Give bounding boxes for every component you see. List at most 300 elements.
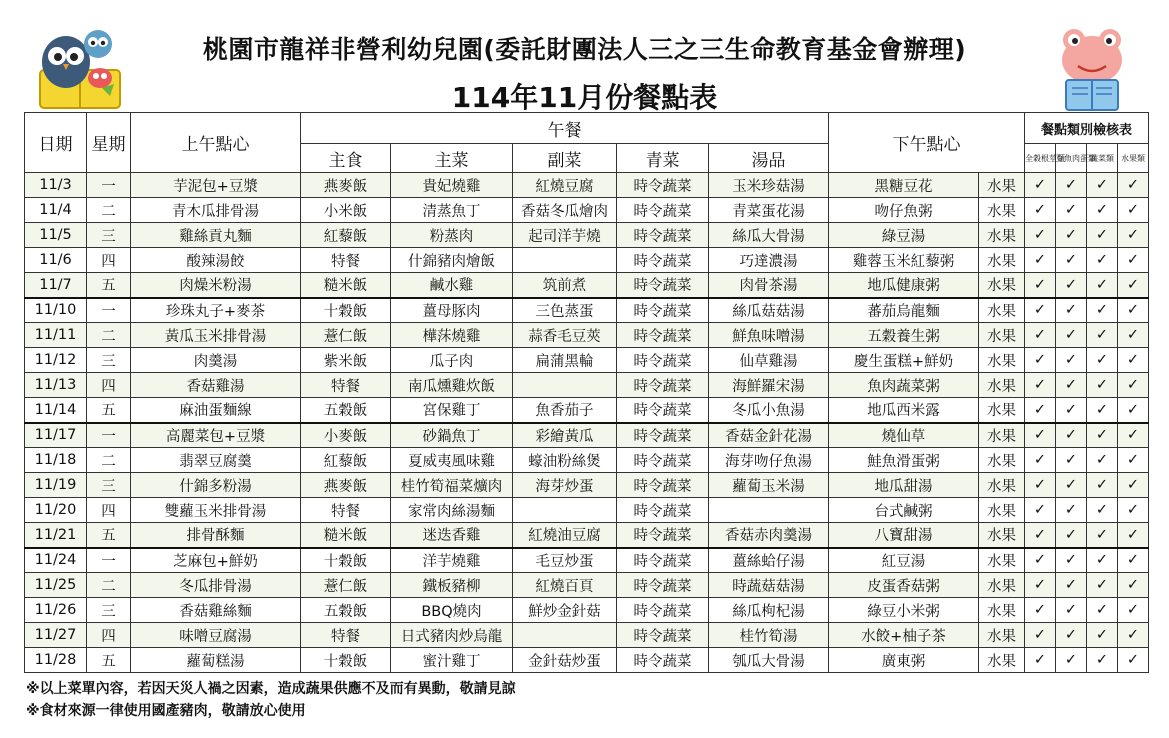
side-dish-cell: 蒜香毛豆莢 <box>513 323 617 348</box>
owl-reading-book-icon <box>30 22 130 114</box>
staple-cell: 特餐 <box>301 623 391 648</box>
staple-cell: 五穀飯 <box>301 398 391 423</box>
staple-cell: 特餐 <box>301 248 391 273</box>
weekday-cell: 五 <box>87 648 131 673</box>
vegetable-cell: 時令蔬菜 <box>617 573 709 598</box>
staple-cell: 糙米飯 <box>301 523 391 548</box>
table-row <box>25 348 1149 373</box>
header-weekday: 星期 <box>87 113 131 173</box>
side-dish-cell: 彩繪黃瓜 <box>513 423 617 448</box>
table-row <box>25 548 1149 573</box>
check-protein-cell: ✓ <box>1056 348 1087 373</box>
check-veg-cell: ✓ <box>1087 323 1118 348</box>
check-grain-cell: ✓ <box>1025 448 1056 473</box>
check-fruit-cell: ✓ <box>1118 523 1149 548</box>
table-row <box>25 323 1149 348</box>
date-cell: 11/24 <box>25 548 87 573</box>
afternoon-snack-cell: 地瓜西米露 <box>829 398 979 423</box>
check-protein-cell: ✓ <box>1056 573 1087 598</box>
morning-snack-cell: 肉燥米粉湯 <box>131 273 301 298</box>
check-grain-cell: ✓ <box>1025 573 1056 598</box>
table-row <box>25 473 1149 498</box>
staple-cell: 特餐 <box>301 373 391 398</box>
fruit-cell: 水果 <box>979 398 1025 423</box>
soup-cell: 巧達濃湯 <box>709 248 829 273</box>
weekday-cell: 一 <box>87 298 131 323</box>
check-fruit-cell: ✓ <box>1118 423 1149 448</box>
check-protein-cell: ✓ <box>1056 548 1087 573</box>
check-protein-cell: ✓ <box>1056 198 1087 223</box>
weekday-cell: 二 <box>87 573 131 598</box>
fruit-cell: 水果 <box>979 498 1025 523</box>
soup-cell: 桂竹筍湯 <box>709 623 829 648</box>
menu-title: 114年11月份餐點表 <box>451 81 718 114</box>
afternoon-snack-cell: 慶生蛋糕+鮮奶 <box>829 348 979 373</box>
check-protein-cell: ✓ <box>1056 473 1087 498</box>
side-dish-cell: 紅燒豆腐 <box>513 173 617 198</box>
check-grain-cell: ✓ <box>1025 373 1056 398</box>
date-cell: 11/5 <box>25 223 87 248</box>
side-dish-cell: 起司洋芋燒 <box>513 223 617 248</box>
afternoon-snack-cell: 蕃茄烏龍麵 <box>829 298 979 323</box>
afternoon-snack-cell: 水餃+柚子茶 <box>829 623 979 648</box>
morning-snack-cell: 香菇雞湯 <box>131 373 301 398</box>
main-dish-cell: 家常肉絲湯麵 <box>391 498 513 523</box>
morning-snack-cell: 高麗菜包+豆漿 <box>131 423 301 448</box>
check-veg-cell: ✓ <box>1087 473 1118 498</box>
main-dish-cell: 宮保雞丁 <box>391 398 513 423</box>
table-row <box>25 173 1149 198</box>
check-veg-cell: ✓ <box>1087 248 1118 273</box>
check-protein-cell: ✓ <box>1056 448 1087 473</box>
menu-table <box>24 112 1149 673</box>
morning-snack-cell: 雙蘿玉米排骨湯 <box>131 498 301 523</box>
check-grain-cell: ✓ <box>1025 248 1056 273</box>
check-protein-cell: ✓ <box>1056 298 1087 323</box>
side-dish-cell: 鮮炒金針菇 <box>513 598 617 623</box>
table-row <box>25 423 1149 448</box>
check-grain-cell: ✓ <box>1025 423 1056 448</box>
check-veg-cell: ✓ <box>1087 348 1118 373</box>
check-veg-cell: ✓ <box>1087 648 1118 673</box>
staple-cell: 薏仁飯 <box>301 323 391 348</box>
check-veg-cell: ✓ <box>1087 623 1118 648</box>
weekday-cell: 五 <box>87 273 131 298</box>
date-cell: 11/25 <box>25 573 87 598</box>
weekday-cell: 四 <box>87 373 131 398</box>
fruit-cell: 水果 <box>979 423 1025 448</box>
header-check-veg: 蔬菜類 <box>1087 144 1118 173</box>
date-cell: 11/28 <box>25 648 87 673</box>
main-dish-cell: 粉蒸肉 <box>391 223 513 248</box>
date-cell: 11/18 <box>25 448 87 473</box>
afternoon-snack-cell: 綠豆小米粥 <box>829 598 979 623</box>
fruit-cell: 水果 <box>979 223 1025 248</box>
check-fruit-cell: ✓ <box>1118 323 1149 348</box>
soup-cell: 時蔬菇菇湯 <box>709 573 829 598</box>
check-veg-cell: ✓ <box>1087 573 1118 598</box>
side-dish-cell <box>513 373 617 398</box>
main-dish-cell: 桂竹筍福菜爌肉 <box>391 473 513 498</box>
weekday-cell: 三 <box>87 223 131 248</box>
weekday-cell: 二 <box>87 198 131 223</box>
table-row <box>25 373 1149 398</box>
fruit-cell: 水果 <box>979 648 1025 673</box>
soup-cell <box>709 498 829 523</box>
date-cell: 11/13 <box>25 373 87 398</box>
date-cell: 11/26 <box>25 598 87 623</box>
date-cell: 11/21 <box>25 523 87 548</box>
side-dish-cell: 魚香茄子 <box>513 398 617 423</box>
vegetable-cell: 時令蔬菜 <box>617 473 709 498</box>
table-row <box>25 198 1149 223</box>
soup-cell: 冬瓜小魚湯 <box>709 398 829 423</box>
check-fruit-cell: ✓ <box>1118 648 1149 673</box>
vegetable-cell: 時令蔬菜 <box>617 498 709 523</box>
check-veg-cell: ✓ <box>1087 548 1118 573</box>
main-dish-cell: 洋芋燒雞 <box>391 548 513 573</box>
morning-snack-cell: 香菇雞絲麵 <box>131 598 301 623</box>
staple-cell: 十穀飯 <box>301 298 391 323</box>
side-dish-cell: 金針菇炒蛋 <box>513 648 617 673</box>
staple-cell: 糙米飯 <box>301 273 391 298</box>
table-row <box>25 648 1149 673</box>
vegetable-cell: 時令蔬菜 <box>617 548 709 573</box>
check-grain-cell: ✓ <box>1025 548 1056 573</box>
check-veg-cell: ✓ <box>1087 598 1118 623</box>
check-grain-cell: ✓ <box>1025 598 1056 623</box>
weekday-cell: 二 <box>87 323 131 348</box>
weekday-cell: 四 <box>87 623 131 648</box>
check-grain-cell: ✓ <box>1025 473 1056 498</box>
header-date: 日期 <box>25 113 87 173</box>
school-title: 桃園市龍祥非營利幼兒園(委託財團法人三之三生命教育基金會辦理) <box>202 35 967 64</box>
afternoon-snack-cell: 地瓜健康粥 <box>829 273 979 298</box>
main-dish-cell: 鹹水雞 <box>391 273 513 298</box>
afternoon-snack-cell: 鮭魚滑蛋粥 <box>829 448 979 473</box>
date-cell: 11/11 <box>25 323 87 348</box>
staple-cell: 燕麥飯 <box>301 473 391 498</box>
header-vegetable: 青菜 <box>617 144 709 173</box>
date-cell: 11/17 <box>25 423 87 448</box>
check-protein-cell: ✓ <box>1056 498 1087 523</box>
afternoon-snack-cell: 吻仔魚粥 <box>829 198 979 223</box>
table-row <box>25 523 1149 548</box>
vegetable-cell: 時令蔬菜 <box>617 423 709 448</box>
afternoon-snack-cell: 五穀養生粥 <box>829 323 979 348</box>
table-row <box>25 223 1149 248</box>
staple-cell: 紫米飯 <box>301 348 391 373</box>
vegetable-cell: 時令蔬菜 <box>617 648 709 673</box>
soup-cell: 仙草雞湯 <box>709 348 829 373</box>
soup-cell: 香菇金針花湯 <box>709 423 829 448</box>
main-dish-cell: 南瓜燻雞炊飯 <box>391 373 513 398</box>
afternoon-snack-cell: 雞蓉玉米紅藜粥 <box>829 248 979 273</box>
vegetable-cell: 時令蔬菜 <box>617 523 709 548</box>
check-veg-cell: ✓ <box>1087 223 1118 248</box>
check-protein-cell: ✓ <box>1056 423 1087 448</box>
header-morning-snack: 上午點心 <box>131 113 301 173</box>
vegetable-cell: 時令蔬菜 <box>617 248 709 273</box>
weekday-cell: 四 <box>87 498 131 523</box>
check-protein-cell: ✓ <box>1056 223 1087 248</box>
fruit-cell: 水果 <box>979 248 1025 273</box>
footnote-1: ※以上菜單內容，若因天災人禍之因素，造成蔬果供應不及而有異動，敬請見諒 <box>26 681 516 697</box>
check-veg-cell: ✓ <box>1087 298 1118 323</box>
soup-cell: 玉米珍菇湯 <box>709 173 829 198</box>
soup-cell: 鮮魚味噌湯 <box>709 323 829 348</box>
check-veg-cell: ✓ <box>1087 373 1118 398</box>
afternoon-snack-cell: 黑糖豆花 <box>829 173 979 198</box>
check-fruit-cell: ✓ <box>1118 248 1149 273</box>
weekday-cell: 一 <box>87 548 131 573</box>
weekday-cell: 三 <box>87 598 131 623</box>
soup-cell: 青菜蛋花湯 <box>709 198 829 223</box>
date-cell: 11/27 <box>25 623 87 648</box>
weekday-cell: 三 <box>87 473 131 498</box>
soup-cell: 絲瓜枸杞湯 <box>709 598 829 623</box>
date-cell: 11/12 <box>25 348 87 373</box>
staple-cell: 五穀飯 <box>301 598 391 623</box>
check-fruit-cell: ✓ <box>1118 223 1149 248</box>
soup-cell: 薑絲蛤仔湯 <box>709 548 829 573</box>
main-dish-cell: 什錦豬肉燴飯 <box>391 248 513 273</box>
staple-cell: 紅藜飯 <box>301 223 391 248</box>
check-fruit-cell: ✓ <box>1118 348 1149 373</box>
frog-reading-book-icon <box>1048 22 1136 114</box>
afternoon-snack-cell: 八寶甜湯 <box>829 523 979 548</box>
date-cell: 11/14 <box>25 398 87 423</box>
check-protein-cell: ✓ <box>1056 398 1087 423</box>
main-dish-cell: 夏威夷風味雞 <box>391 448 513 473</box>
check-grain-cell: ✓ <box>1025 348 1056 373</box>
vegetable-cell: 時令蔬菜 <box>617 623 709 648</box>
morning-snack-cell: 青木瓜排骨湯 <box>131 198 301 223</box>
morning-snack-cell: 味噌豆腐湯 <box>131 623 301 648</box>
side-dish-cell <box>513 498 617 523</box>
header-check-fruit: 水果類 <box>1118 144 1149 173</box>
staple-cell: 紅藜飯 <box>301 448 391 473</box>
morning-snack-cell: 肉羹湯 <box>131 348 301 373</box>
soup-cell: 蘿蔔玉米湯 <box>709 473 829 498</box>
check-grain-cell: ✓ <box>1025 198 1056 223</box>
check-veg-cell: ✓ <box>1087 173 1118 198</box>
fruit-cell: 水果 <box>979 623 1025 648</box>
check-fruit-cell: ✓ <box>1118 448 1149 473</box>
side-dish-cell: 香菇冬瓜燴肉 <box>513 198 617 223</box>
check-fruit-cell: ✓ <box>1118 298 1149 323</box>
morning-snack-cell: 排骨酥麵 <box>131 523 301 548</box>
afternoon-snack-cell: 地瓜甜湯 <box>829 473 979 498</box>
soup-cell: 絲瓜大骨湯 <box>709 223 829 248</box>
check-fruit-cell: ✓ <box>1118 473 1149 498</box>
check-fruit-cell: ✓ <box>1118 198 1149 223</box>
check-fruit-cell: ✓ <box>1118 398 1149 423</box>
check-grain-cell: ✓ <box>1025 298 1056 323</box>
table-row <box>25 398 1149 423</box>
main-dish-cell: 貴妃燒雞 <box>391 173 513 198</box>
check-fruit-cell: ✓ <box>1118 498 1149 523</box>
weekday-cell: 一 <box>87 423 131 448</box>
header-checklist: 餐點類別檢核表 <box>1025 113 1149 144</box>
soup-cell: 絲瓜菇菇湯 <box>709 298 829 323</box>
table-row <box>25 248 1149 273</box>
morning-snack-cell: 什錦多粉湯 <box>131 473 301 498</box>
table-row <box>25 298 1149 323</box>
weekday-cell: 二 <box>87 448 131 473</box>
footnote-2: ※食材來源一律使用國產豬肉，敬請放心使用 <box>26 703 306 719</box>
check-grain-cell: ✓ <box>1025 498 1056 523</box>
header-side-dish: 副菜 <box>513 144 617 173</box>
side-dish-cell: 筑前煮 <box>513 273 617 298</box>
check-fruit-cell: ✓ <box>1118 548 1149 573</box>
fruit-cell: 水果 <box>979 523 1025 548</box>
soup-cell: 瓠瓜大骨湯 <box>709 648 829 673</box>
side-dish-cell: 三色蒸蛋 <box>513 298 617 323</box>
main-dish-cell: 砂鍋魚丁 <box>391 423 513 448</box>
main-dish-cell: BBQ燒肉 <box>391 598 513 623</box>
main-dish-cell: 迷迭香雞 <box>391 523 513 548</box>
check-protein-cell: ✓ <box>1056 523 1087 548</box>
check-grain-cell: ✓ <box>1025 398 1056 423</box>
afternoon-snack-cell: 廣東粥 <box>829 648 979 673</box>
afternoon-snack-cell: 綠豆湯 <box>829 223 979 248</box>
check-protein-cell: ✓ <box>1056 273 1087 298</box>
date-cell: 11/7 <box>25 273 87 298</box>
soup-cell: 海鮮羅宋湯 <box>709 373 829 398</box>
date-cell: 11/10 <box>25 298 87 323</box>
date-cell: 11/6 <box>25 248 87 273</box>
fruit-cell: 水果 <box>979 198 1025 223</box>
header-soup: 湯品 <box>709 144 829 173</box>
vegetable-cell: 時令蔬菜 <box>617 173 709 198</box>
check-veg-cell: ✓ <box>1087 448 1118 473</box>
check-protein-cell: ✓ <box>1056 373 1087 398</box>
morning-snack-cell: 酸辣湯餃 <box>131 248 301 273</box>
header-main-dish: 主菜 <box>391 144 513 173</box>
morning-snack-cell: 翡翠豆腐羹 <box>131 448 301 473</box>
side-dish-cell: 扁蒲黑輪 <box>513 348 617 373</box>
side-dish-cell: 毛豆炒蛋 <box>513 548 617 573</box>
check-grain-cell: ✓ <box>1025 648 1056 673</box>
check-fruit-cell: ✓ <box>1118 173 1149 198</box>
vegetable-cell: 時令蔬菜 <box>617 448 709 473</box>
vegetable-cell: 時令蔬菜 <box>617 273 709 298</box>
afternoon-snack-cell: 魚肉蔬菜粥 <box>829 373 979 398</box>
fruit-cell: 水果 <box>979 598 1025 623</box>
fruit-cell: 水果 <box>979 323 1025 348</box>
afternoon-snack-cell: 燒仙草 <box>829 423 979 448</box>
fruit-cell: 水果 <box>979 448 1025 473</box>
soup-cell: 香菇赤肉羹湯 <box>709 523 829 548</box>
weekday-cell: 一 <box>87 173 131 198</box>
fruit-cell: 水果 <box>979 348 1025 373</box>
fruit-cell: 水果 <box>979 473 1025 498</box>
vegetable-cell: 時令蔬菜 <box>617 298 709 323</box>
soup-cell: 肉骨茶湯 <box>709 273 829 298</box>
staple-cell: 薏仁飯 <box>301 573 391 598</box>
side-dish-cell: 紅燒油豆腐 <box>513 523 617 548</box>
morning-snack-cell: 麻油蛋麵線 <box>131 398 301 423</box>
morning-snack-cell: 珍珠丸子+麥茶 <box>131 298 301 323</box>
staple-cell: 十穀飯 <box>301 648 391 673</box>
header-check-protein: 豆魚肉蛋類 <box>1056 144 1087 173</box>
weekday-cell: 三 <box>87 348 131 373</box>
check-veg-cell: ✓ <box>1087 198 1118 223</box>
main-dish-cell: 清蒸魚丁 <box>391 198 513 223</box>
table-row <box>25 448 1149 473</box>
table-row <box>25 598 1149 623</box>
morning-snack-cell: 蘿蔔糕湯 <box>131 648 301 673</box>
check-protein-cell: ✓ <box>1056 648 1087 673</box>
check-veg-cell: ✓ <box>1087 273 1118 298</box>
morning-snack-cell: 芋泥包+豆漿 <box>131 173 301 198</box>
date-cell: 11/3 <box>25 173 87 198</box>
check-grain-cell: ✓ <box>1025 623 1056 648</box>
staple-cell: 小麥飯 <box>301 423 391 448</box>
vegetable-cell: 時令蔬菜 <box>617 373 709 398</box>
check-fruit-cell: ✓ <box>1118 623 1149 648</box>
fruit-cell: 水果 <box>979 273 1025 298</box>
check-grain-cell: ✓ <box>1025 223 1056 248</box>
side-dish-cell: 蠔油粉絲煲 <box>513 448 617 473</box>
check-grain-cell: ✓ <box>1025 173 1056 198</box>
fruit-cell: 水果 <box>979 373 1025 398</box>
staple-cell: 特餐 <box>301 498 391 523</box>
afternoon-snack-cell: 紅豆湯 <box>829 548 979 573</box>
fruit-cell: 水果 <box>979 173 1025 198</box>
main-dish-cell: 樺莯燒雞 <box>391 323 513 348</box>
vegetable-cell: 時令蔬菜 <box>617 323 709 348</box>
check-protein-cell: ✓ <box>1056 323 1087 348</box>
afternoon-snack-cell: 台式鹹粥 <box>829 498 979 523</box>
table-row <box>25 498 1149 523</box>
check-grain-cell: ✓ <box>1025 523 1056 548</box>
header-staple: 主食 <box>301 144 391 173</box>
table-row <box>25 573 1149 598</box>
check-fruit-cell: ✓ <box>1118 273 1149 298</box>
header-lunch: 午餐 <box>301 113 829 144</box>
check-veg-cell: ✓ <box>1087 523 1118 548</box>
date-cell: 11/19 <box>25 473 87 498</box>
table-row <box>25 273 1149 298</box>
side-dish-cell <box>513 248 617 273</box>
check-fruit-cell: ✓ <box>1118 373 1149 398</box>
check-protein-cell: ✓ <box>1056 173 1087 198</box>
vegetable-cell: 時令蔬菜 <box>617 348 709 373</box>
fruit-cell: 水果 <box>979 298 1025 323</box>
staple-cell: 十穀飯 <box>301 548 391 573</box>
check-protein-cell: ✓ <box>1056 248 1087 273</box>
side-dish-cell <box>513 623 617 648</box>
date-cell: 11/4 <box>25 198 87 223</box>
footnotes <box>26 678 516 722</box>
staple-cell: 小米飯 <box>301 198 391 223</box>
table-row <box>25 623 1149 648</box>
page-header <box>0 0 1169 112</box>
side-dish-cell: 紅燒百頁 <box>513 573 617 598</box>
morning-snack-cell: 芝麻包+鮮奶 <box>131 548 301 573</box>
main-dish-cell: 日式豬肉炒烏龍 <box>391 623 513 648</box>
vegetable-cell: 時令蔬菜 <box>617 598 709 623</box>
main-dish-cell: 瓜子肉 <box>391 348 513 373</box>
check-veg-cell: ✓ <box>1087 398 1118 423</box>
header-afternoon-snack: 下午點心 <box>829 113 1025 173</box>
main-dish-cell: 薑母豚肉 <box>391 298 513 323</box>
morning-snack-cell: 雞絲貢丸麵 <box>131 223 301 248</box>
weekday-cell: 五 <box>87 523 131 548</box>
weekday-cell: 四 <box>87 248 131 273</box>
